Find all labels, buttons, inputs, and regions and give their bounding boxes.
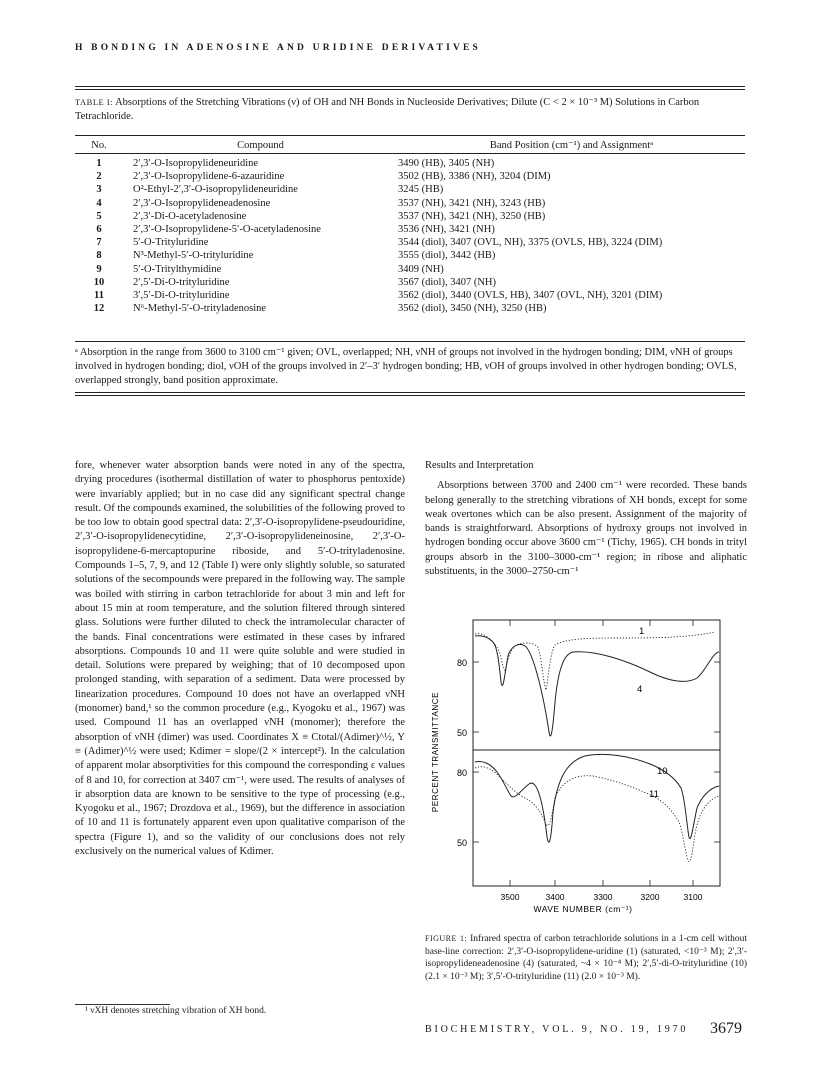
cell-band: 3490 (HB), 3405 (NH) xyxy=(398,158,495,169)
y-tick-top-80: 80 xyxy=(456,658,467,668)
table-row xyxy=(75,197,745,210)
section-heading: Results and Interpretation xyxy=(425,460,534,471)
cell-no: 2 xyxy=(96,171,102,183)
table-row xyxy=(75,183,745,196)
cell-compound: O²-Ethyl-2′,3′-O-isopropylideneuridine xyxy=(133,184,298,196)
cell-compound: 2′,5′-Di-O-trityluridine xyxy=(133,276,230,288)
cell-band: 3555 (diol), 3442 (HB) xyxy=(398,250,496,262)
curve-label-10: 10 xyxy=(657,766,668,777)
x-tick-3300: 3300 xyxy=(593,892,613,902)
cell-no: 10 xyxy=(93,276,105,288)
x-axis-label: WAVE NUMBER (cm⁻¹) xyxy=(533,904,633,914)
y-axis-label: PERCENT TRANSMITTANCE xyxy=(431,691,440,813)
top-rule xyxy=(75,86,745,87)
table-row xyxy=(75,263,745,276)
figure-1 xyxy=(425,612,747,930)
cell-band: 3567 (diol), 3407 (NH) xyxy=(398,276,496,288)
cell-no: 11 xyxy=(94,290,104,302)
cell-compound: 5′-O-Trityluridine xyxy=(133,237,209,249)
cell-no: 8 xyxy=(96,250,102,262)
running-head: H BONDING IN ADENOSINE AND URIDINE DERIVATIVES xyxy=(75,43,482,53)
cell-band: 3562 (diol), 3440 (OVLS, HB), 3407 (OVL, NH), 3201 (DIM) xyxy=(398,290,663,302)
figure-label: FIGURE 1: xyxy=(425,934,468,943)
table-row xyxy=(75,276,745,289)
table-footnote: ᵃ Absorption in the range from 3600 to 3100 cm⁻¹ given; OVL, overlapped; NH, νNH of groups not involved in the hydrogen bonding; DIM, νNH of groups involved in hydrogen bonding; diol, νOH of the groups involved in 2′–3′ hydrogen bonding; HB, νOH of groups involved in other hydrogen bonding; OVLS, overlapped strongly, band position approximate. xyxy=(75,347,737,386)
table-row xyxy=(75,236,745,249)
spectrum-curve-10 xyxy=(475,754,719,842)
cell-band: 3502 (HB), 3386 (NH), 3204 (DIM) xyxy=(398,171,551,183)
cell-no: 9 xyxy=(96,263,102,275)
figure-caption-text: Infrared spectra of carbon tetrachloride solutions in a 1-cm cell without base-line correction: 2′,3′-O-isopropylidene-uridine (1) (saturated, <10⁻³ M); 2′,3′-isopropylideneadenosine (4) (saturated, ~4 × 10⁻⁴ M); 2′,5′-di-O-trityluridine (10) (2.1 × 10⁻³ M); 3′,5′-O-trityluridine (11) (2.0 × 10⁻³ M). xyxy=(425,934,747,982)
right-column xyxy=(425,459,747,579)
cell-no: 6 xyxy=(96,224,102,236)
table-row xyxy=(75,170,745,183)
page-number: 3679 xyxy=(710,1020,742,1037)
cell-band: 3562 (diol), 3450 (NH), 3250 (HB) xyxy=(398,303,547,315)
table-1 xyxy=(75,135,745,315)
cell-band: 3536 (NH), 3421 (NH) xyxy=(398,224,495,236)
cell-band: 3544 (diol), 3407 (OVL, NH), 3375 (OVLS, HB), 3224 (DIM) xyxy=(398,237,663,249)
x-tick-3500: 3500 xyxy=(500,892,520,902)
y-tick-bottom-80: 80 xyxy=(456,768,467,778)
cell-band: 3537 (NH), 3421 (NH), 3250 (HB) xyxy=(398,210,546,222)
cell-compound: 2′,3′-O-Isopropylideneadenosine xyxy=(133,197,271,209)
cell-compound: 3′,5′-Di-O-trityluridine xyxy=(133,290,230,302)
table-row xyxy=(75,249,745,262)
cell-band: 3245 (HB) xyxy=(398,184,444,196)
journal-footer: BIOCHEMISTRY, VOL. 9, NO. 19, 1970 xyxy=(425,1024,689,1035)
table-row xyxy=(75,289,745,302)
figure-caption xyxy=(425,933,747,983)
curve-label-11: 11 xyxy=(649,789,659,800)
cell-band: 3409 (NH) xyxy=(398,263,444,275)
table-caption xyxy=(75,95,747,124)
table-bottom-rule xyxy=(75,341,745,342)
footnote-1: ¹ νXH denotes stretching vibration of XH bond. xyxy=(85,1006,267,1016)
table-row xyxy=(75,223,745,236)
left-paragraph: fore, whenever water absorption bands were noted in any of the spectra, drying procedures (isothermal distillation of water to phosphorus pentoxide) were invariably applied; but in no case did any significant spectral change result. Of the compounds examined, the solubilities of the following proved to be too low to obtain good spectral data: 2′,3′-O-isopropylidene-pseudouridine, 2′,3′-O-isopropylidenecytidine, 2′,3′-O-isopropylideneinosine, 2′,3′-O-isopropylidene-6-mercaptopurine riboside, and 5′-O-trityladenosine. Compounds 1–5, 7, 9, and 12 (Table I) were only slightly soluble, so saturated solutions of the secompounds were prepared in the following way. The sample was boiled with stirring in carbon tetrachloride for about 3 min and left for about 15 min at room temperature, and the solution filtered through sintered glass. Solutions were further diluted to check the intramolecular character of the bands. Final concentrations were estimated in these cases by infrared absorptions. Compounds 10 and 11 were quite soluble and were studied in detail. Solutions were prepared by weighing; that of 10 decomposed upon prolonged standing, with separation of a sediment. Data were processed by linearization procedures. Compound 10 does not have an overlapped νNH (monomer) band,¹ so the common procedure (e.g., Kyogoku et al., 1967) was used. Compound 11 has an overlapped νNH (monomer); therefore the absorption of νNH (dimer) was used. Coordinates X ≡ Ctotal/(Adimer)^½, Y ≡ (Adimer)^½ were used; Kdimer = slope/(2 × intercept²). In the calculation of apparent molar absorptivities for this compound the corresponding ε values of 8 and 10, for correction at 3407 cm⁻¹, were used. The results of analyses of ir absorption data are known to be sensitive to the type of processing (e.g., Kyogoku et al., 1967; Drozdova et al., 1969), but the difference in association of 10 and 11 is fortunately apparent even upon qualitative comparison of the spectra (Figure 1), and so the validity of our conclusions does not rely exclusively on the numerical values of Kdimer. xyxy=(75,460,405,858)
table-row xyxy=(75,210,745,223)
spectrum-curve-11 xyxy=(475,767,719,862)
frame-ticks xyxy=(473,620,720,886)
table-body xyxy=(75,154,745,316)
cell-no: 4 xyxy=(96,197,102,209)
top-rule-2 xyxy=(75,89,745,90)
footnote-bottom-rule-2 xyxy=(75,395,745,396)
curve-label-4: 4 xyxy=(637,684,643,695)
footnote-bottom-rule xyxy=(75,392,745,393)
cell-compound: 2′,3′-O-Isopropylideneuridine xyxy=(133,158,259,169)
cell-no: 1 xyxy=(96,158,102,169)
cell-compound: 2′,3′-Di-O-acetyladenosine xyxy=(133,210,247,222)
cell-compound: 2′,3′-O-Isopropylidene-6-azauridine xyxy=(133,171,285,183)
header-band: Band Position (cm⁻¹) and Assignmentᵃ xyxy=(398,136,745,154)
left-column xyxy=(75,459,405,859)
header-no: No. xyxy=(75,136,123,154)
x-tick-3200: 3200 xyxy=(640,892,660,902)
cell-no: 5 xyxy=(96,210,102,222)
table-caption-text: Absorptions of the Stretching Vibrations (ν) of OH and NH Bonds in Nucleoside Derivatives; Dilute (C < 2 × 10⁻³ M) Solutions in Carbon Tetrachloride. xyxy=(75,97,700,122)
table-header-row xyxy=(75,136,745,154)
x-tick-3100: 3100 xyxy=(683,892,703,902)
table-row xyxy=(75,154,745,171)
cell-compound: 5′-O-Tritylthymidine xyxy=(133,263,222,275)
cell-no: 12 xyxy=(93,303,105,315)
cell-no: 7 xyxy=(96,237,102,249)
figure-frame xyxy=(473,620,720,886)
y-tick-top-50: 50 xyxy=(456,728,467,738)
cell-compound: N³-Methyl-5′-O-trityluridine xyxy=(133,250,254,262)
header-compound: Compound xyxy=(123,136,398,154)
right-paragraph: Absorptions between 3700 and 2400 cm⁻¹ were recorded. These bands belong generally to the stretching vibrations of XH bonds, except for some weak overtones which can be also present. Assignment of the majority of bands is straightforward. Absorptions of hydroxy groups not involved in hydrogen bonding occur above 3600 cm⁻¹ (Tichy, 1965). CH bonds in trityl groups absorb in the 3100–3000-cm⁻¹ region; in ribose and aliphatic substituents, in the 3000–2750-cm⁻¹ xyxy=(425,480,747,578)
cell-no: 3 xyxy=(96,184,102,196)
cell-band: 3537 (NH), 3421 (NH), 3243 (HB) xyxy=(398,197,546,209)
cell-compound: N⁶-Methyl-5′-O-trityladenosine xyxy=(133,303,267,315)
x-tick-3400: 3400 xyxy=(545,892,565,902)
table-row xyxy=(75,302,745,315)
cell-compound: 2′,3′-O-Isopropylidene-5′-O-acetyladenosine xyxy=(133,224,321,236)
table-label: TABLE I: xyxy=(75,97,114,107)
footnote-rule xyxy=(75,1004,170,1005)
curve-label-1: 1 xyxy=(639,626,645,637)
y-tick-bottom-50: 50 xyxy=(456,838,467,848)
